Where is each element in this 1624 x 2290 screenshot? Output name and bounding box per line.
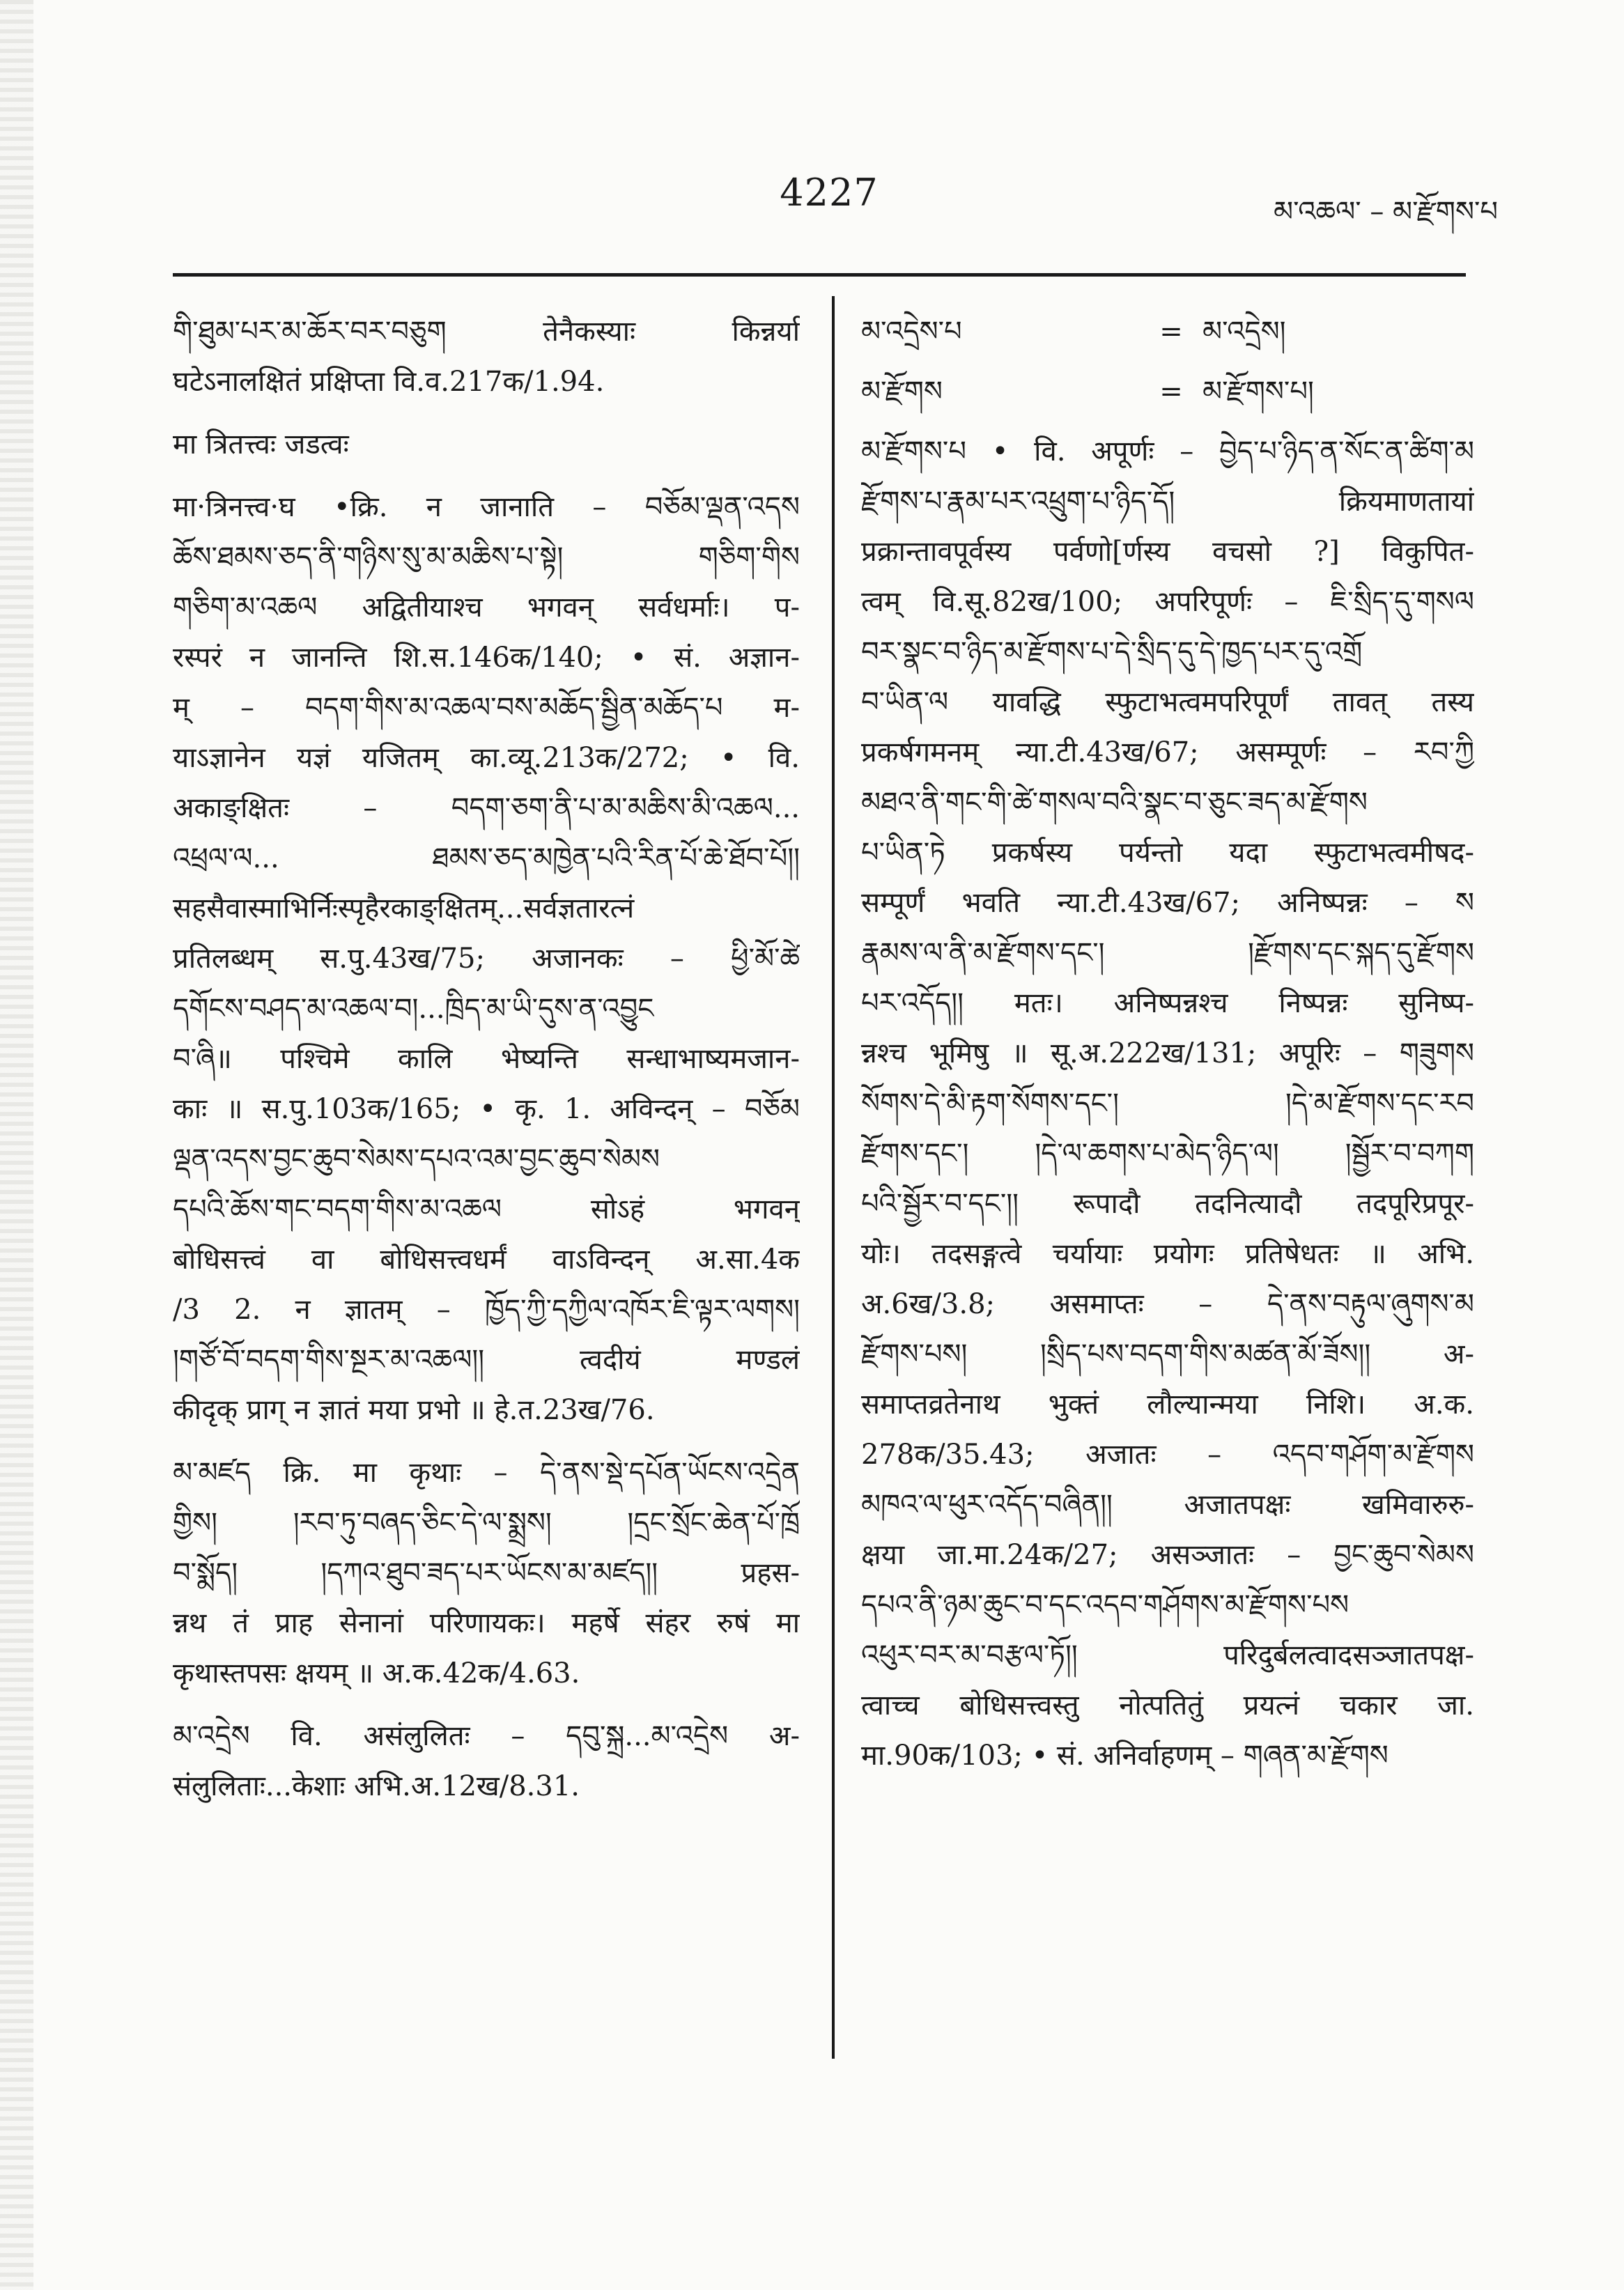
entry-line: དཔའ་ནི་ཉམ་ཆུང་བ་དང་འདབ་གཤོགས་མ་རྫོགས་པས xyxy=(861,1589,1350,1621)
entry-line: གྱིས། །རབ་ཏུ་བཞད་ཅིང་དེ་ལ་སྨྲས། །དྲང་སྲོང་ཆེན་པོ་ཁྲོ xyxy=(173,1507,800,1539)
entry-line: त्वम् वि.सू.82ख/100; अपरिपूर्णः – ཇི་སྲིད་དུ་གསལ xyxy=(861,586,1474,618)
entry-line: མཁའ་ལ་ཕུར་འདོད་བཞིན།། अजातपक्षः खमिवारुरु- xyxy=(861,1489,1474,1521)
entry-line: པ་ཡིན་ཏེ प्रकर्षस्य पर्यन्तो यदा स्फुटाभत्वमीषद- xyxy=(861,837,1474,869)
entry-line: याऽज्ञानेन यज्ञं यजितम् का.व्यू.213क/272; • वि. xyxy=(173,742,800,774)
entry-line: དཔའི་ཆོས་གང་བདག་གིས་མ་འཆལ सोऽहं भगवन् xyxy=(173,1193,800,1225)
xref-headword: མ་རྫོགས xyxy=(861,376,943,408)
entry-line: मा.90क/103; • सं. अनिर्वाहणम् – གཞན་མ་རྫོགས xyxy=(861,1740,1389,1772)
entry-line: कीदृक् प्राग् न ज्ञातं मया प्रभो ॥ हे.त.23ख/76. xyxy=(173,1394,655,1426)
entry-line: །གཙོ་བོ་བདག་གིས་སྔར་མ་འཆལ།། त्वदीयं मण्डलं xyxy=(173,1344,800,1376)
dictionary-entry xyxy=(173,1711,800,1811)
entry-line: बोधिसत्त्वं वा बोधिसत्त्वधर्मं वाऽविन्दन् अ.सा.4क xyxy=(173,1244,800,1276)
entry-line: प्रतिलब्धम् स.पु.43ख/75; अजानकः – ཕྱི་མོ་ཚེ xyxy=(173,943,800,975)
entry-line: संलुलिताः...केशाः अभि.अ.12ख/8.31. xyxy=(173,1770,580,1802)
cross-reference xyxy=(861,307,1474,357)
entry-line: न्नथ तं प्राह सेनानां परिणायकः। महर्षे संहर रुषं मा xyxy=(173,1607,800,1639)
entry-line: अकाङ्क्षितः – བདག་ཅག་ནི་པ་མ་མཆིས་མི་འཆལ... xyxy=(173,792,800,824)
dictionary-entry xyxy=(861,426,1474,1781)
entry-line: སོགས་དེ་མི་རྟག་སོགས་དང་། །དེ་མ་རྫོགས་དང་རབ xyxy=(861,1088,1474,1120)
page-number: 4227 xyxy=(780,171,879,215)
page-binding-edge xyxy=(0,0,33,2290)
entry-line: པའི་སྦྱོར་བ་དང་།། रूपादौ तदनित्यादौ तदपूरिप्रपूर- xyxy=(861,1188,1474,1220)
xref-equals: = xyxy=(1159,316,1183,348)
entry-line: प्रक्रान्तावपूर्वस्य पर्वणो[र्णस्य वचसो ?] विकुपित- xyxy=(861,536,1474,568)
entry-line: सहसैवास्माभिर्निःस्पृहैरकाङ्क्षितम्...सर्वज्ञतारत्नं xyxy=(173,892,635,924)
entry-line: रस्परं न जानन्ति शि.स.146क/140; • सं. अज्ञान- xyxy=(173,642,800,674)
entry-line: རྣམས་ལ་ནི་མ་རྫོགས་དང་། །རྫོགས་དང་སྐད་དུ་རྫོགས xyxy=(861,937,1474,969)
entry-line: कृथास्तपसः क्षयम् ॥ अ.क.42क/4.63. xyxy=(173,1657,580,1689)
entry-line: समाप्तव्रतेनाथ भुक्तं लौल्यान्मया निशि। अ.क. xyxy=(861,1388,1474,1421)
entry-line: क्षया जा.मा.24क/27; असञ्जातः – བྱང་ཆུབ་སེམས xyxy=(861,1539,1474,1571)
right-column xyxy=(861,307,1474,1793)
entry-line: मा·त्रिनत्त्व·घ •क्रि. न जानाति – བཅོམ་ལྡན་འདས xyxy=(173,491,800,523)
entry-line: གི་ཐུམ་པར་མ་ཆོར་བར་བཅུག तेनैकस्याः किन्नर्या xyxy=(173,316,800,348)
header-rule xyxy=(173,273,1466,277)
xref-target: མ་འདྲེས། xyxy=(1202,316,1286,348)
xref-headword: མ་འདྲེས་པ xyxy=(861,316,962,348)
entry-line: པར་འདོད།། मतः। अनिष्पन्नश्च निष्पन्नः सुनिष्प- xyxy=(861,987,1474,1019)
entry-line: योः। तदसङ्गत्वे चर्यायाः प्रयोगः प्रतिषेधतः ॥ अभि. xyxy=(861,1238,1474,1270)
dictionary-entry xyxy=(173,1448,800,1699)
entry-line: མ་རྫོགས་པ • वि. अपूर्णः – བྱེད་པ་ཉིད་ན་སོང་ན་ཚིག་མ xyxy=(861,435,1474,467)
running-head: མ་འཆལ་ – མ་རྫོགས་པ xyxy=(1274,196,1498,228)
entry-line: དགོངས་བཤད་མ་འཆལ་བ།...ཁྲིད་མ་ཡི་དུས་ན་འབྱུང xyxy=(173,993,654,1025)
entry-line: མ་འདྲེས वि. असंलुलितः – དབུ་སྐྲ...མ་འདྲེས अ- xyxy=(173,1720,800,1752)
dictionary-entry xyxy=(173,419,800,470)
entry-line: མ་མཛད क्रि. मा कृथाः – དེ་ནས་སྡེ་དཔོན་ཡོངས་འདྲེན xyxy=(173,1457,800,1489)
entry-line: རྫོགས་པས། །སྲིད་པས་བདག་གིས་མཚན་མོ་ཟོས།། अ- xyxy=(861,1338,1474,1370)
entry-line: 278क/35.43; अजातः – འདབ་གཤོག་མ་རྫོགས xyxy=(861,1439,1474,1471)
entry-line: འཕུར་བར་མ་བརྩལ་ཏོ།། परिदुर्बलत्वादसञ्जातपक्ष- xyxy=(861,1639,1474,1671)
xref-target: མ་རྫོགས་པ། xyxy=(1202,376,1314,408)
left-column xyxy=(173,307,800,1824)
entry-line: འཕྲལ་ལ... ཐམས་ཅད་མཁྱེན་པའི་རིན་པོ་ཆེ་ཐོབ་པོ།། xyxy=(173,842,800,874)
entry-line: མཐའ་ནི་གང་གི་ཚེ་གསལ་བའི་སྣང་བ་ཅུང་ཟད་མ་རྫོགས xyxy=(861,787,1368,819)
entry-line: म् – བདག་གིས་མ་འཆལ་བས་མཆོད་སྦྱིན་མཆོད་པ म- xyxy=(173,692,800,724)
entry-line: གཅིག་མ་འཆལ अद्वितीयाश्च भगवन् सर्वधर्माः। प- xyxy=(173,591,800,624)
entry-line: घटेऽनालक्षितं प्रक्षिप्ता वि.व.217क/1.94. xyxy=(173,366,605,398)
entry-line: मा त्रितत्त्वः जडत्वः xyxy=(173,428,349,461)
entry-line: ཆོས་ཐམས་ཅད་ནི་གཉིས་སུ་མ་མཆིས་པ་སྟེ། གཅིག་གིས xyxy=(173,541,800,573)
entry-line: न्नश्च भूमिषु ॥ सू.अ.222ख/131; अपूरिः – གཟུགས xyxy=(861,1037,1474,1069)
entry-line: བ་ཡིན་ལ यावद्धि स्फुटाभत्वमपरिपूर्णं तावत् तस्य xyxy=(861,686,1474,718)
entry-line: བ་ཞི॥ पश्चिमे कालि भेष्यन्ति सन्धाभाष्यमजान- xyxy=(173,1043,800,1075)
column-divider xyxy=(832,296,835,2059)
entry-line: प्रकर्षगमनम् न्या.टी.43ख/67; असम्पूर्णः – རབ་ཀྱི xyxy=(861,736,1474,768)
entry-line: काः ॥ स.पु.103क/165; • कृ. 1. अविन्दन् – བཅོམ xyxy=(173,1093,800,1125)
entry-line: /3 2. न ज्ञातम् – ཁྱོད་ཀྱི་དཀྱིལ་འཁོར་ཇི་ལྟར་ལགས། xyxy=(173,1294,800,1326)
dictionary-entry xyxy=(173,482,800,1435)
entry-line: त्वाच्च बोधिसत्त्वस्तु नोत्पतितुं प्रयत्नं चकार जा. xyxy=(861,1689,1474,1722)
entry-line: अ.6ख/3.8; असमाप्तः – དེ་ནས་བརྟུལ་ཞུགས་མ xyxy=(861,1288,1474,1320)
entry-line: सम्पूर्णं भवति न्या.टी.43ख/67; अनिष्पन्नः – ས xyxy=(861,887,1474,919)
entry-line: རྫོགས་པ་རྣམ་པར་འཕྲུག་པ་ཉིད་དོ། क्रियमाणतायां xyxy=(861,486,1474,518)
dictionary-entry xyxy=(173,307,800,407)
cross-reference xyxy=(861,366,1474,417)
entry-line: རྫོགས་དང་། །དེ་ལ་ཆགས་པ་མེད་ཉིད་ལ། །སྦྱོར་བ་བཀག xyxy=(861,1138,1474,1170)
xref-equals: = xyxy=(1159,376,1183,408)
entry-line: ལྡན་འདས་བྱང་ཆུབ་སེམས་དཔའ་འམ་བྱང་ཆུབ་སེམས xyxy=(173,1143,660,1175)
entry-line: བར་སྣང་བ་ཉིད་མ་རྫོགས་པ་དེ་སྲིད་དུ་དེ་ཁྱད་པར་དུ་འགྲོ xyxy=(861,636,1363,668)
entry-line: བ་སྨོད། །དཀའ་ཐུབ་ཟད་པར་ཡོངས་མ་མཛད།། प्रहस- xyxy=(173,1557,800,1589)
